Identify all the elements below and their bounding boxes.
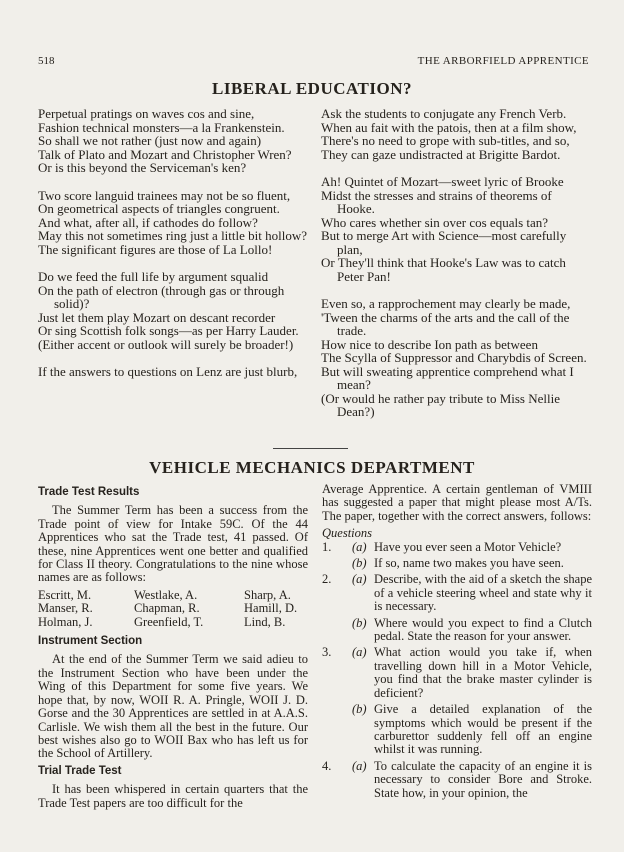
- poem-line: On geometrical aspects of triangles congruent.: [38, 201, 280, 216]
- questions-heading: Questions: [322, 526, 372, 541]
- question-text: Where would you expect to find a Clutch pedal. State the reason for your answer.: [374, 615, 592, 644]
- poem-left-column: [38, 107, 314, 393]
- poem-line: Midst the stresses and strains of theorems of Hooke.: [321, 187, 552, 216]
- poem-line: Fashion technical monsters—a la Frankenstein.: [38, 119, 285, 135]
- question-number: 4.: [322, 758, 332, 773]
- question-part: (b): [352, 702, 367, 717]
- poem-line: So shall we not rather (just now and again): [38, 133, 262, 148]
- question-item: [322, 703, 592, 757]
- poem-line: On the path of electron (through gas or through solid)?: [38, 282, 285, 311]
- continuation-text: Average Apprentice. A certain gentleman of VMIII has suggested a paper that might please most A/Ts. The paper, together with the correct answers, follows:: [322, 482, 592, 523]
- names-list: [38, 589, 308, 629]
- poem-stanza: [321, 175, 591, 283]
- question-number: 3.: [322, 645, 332, 660]
- poem-line: The significant figures are those of La Lollo!: [38, 241, 273, 257]
- question-part: (b): [352, 556, 367, 571]
- article-right-column: [322, 483, 592, 803]
- question-text: Give a detailed explanation of the symptoms which would be present if the carburettor suddenly fell off an engine whilst it was running.: [374, 702, 592, 757]
- poem-line: Even so, a rapprochement may clearly be made,: [321, 296, 571, 311]
- poem-line: Who cares whether sin over cos equals tan?: [321, 214, 549, 230]
- apprentice-name: Escritt, M.: [38, 587, 92, 602]
- poem-line: (Or would he rather pay tribute to Miss Nellie Dean?): [321, 390, 560, 419]
- poem-title: LIBERAL EDUCATION?: [212, 79, 412, 98]
- question-item: [322, 617, 592, 644]
- poem-line: But will sweating apprentice comprehend what I mean?: [321, 363, 574, 392]
- poem-line: Two score languid trainees may not be so fluent,: [38, 187, 291, 203]
- question-part: (a): [352, 539, 367, 554]
- question-part: (b): [352, 615, 367, 630]
- poem-stanza: [38, 365, 314, 379]
- running-title: THE ARBORFIELD APPRENTICE: [417, 55, 589, 67]
- page-number: 518: [38, 55, 55, 67]
- poem-line: (Either accent or outlook will surely be broader!): [38, 336, 294, 352]
- apprentice-name: Chapman, R.: [134, 601, 200, 616]
- article-left-column: [38, 486, 308, 814]
- question-item: [322, 557, 592, 570]
- question-text: Have you ever seen a Motor Vehicle?: [374, 539, 562, 554]
- apprentice-name: Greenfield, T.: [134, 614, 204, 629]
- instrument-text: At the end of the Summer Term we said adieu to the Instrument Section who have been under the Wing of this Department for some five years. We hope that, by now, WOII R. A. Pringle, WOII J. D. Gorse and the 30 Apprentices are settled in at A.A.S. Carlisle. We wish them all the best in the future. Our best wishes also go to WOII Bax who has left us for the School of Artillery.: [38, 652, 308, 761]
- names-row: [38, 589, 308, 602]
- names-row: [38, 602, 308, 615]
- poem-line: Or is this beyond the Serviceman's ken?: [38, 160, 247, 175]
- poem-line: They can gaze undistracted at Brigitte Bardot.: [321, 146, 561, 162]
- instrument-heading: Instrument Section: [38, 635, 143, 648]
- poem-line: Or They'll think that Hooke's Law was to catch Peter Pan!: [321, 255, 566, 284]
- poem-line: But to merge Art with Science—most carefully plan,: [321, 228, 567, 257]
- poem-stanza: [321, 107, 591, 161]
- questions-list: [322, 541, 592, 800]
- trial-text: It has been whispered in certain quarters that the Trade Test papers are too difficult for the: [38, 782, 308, 810]
- question-item: [322, 541, 592, 554]
- poem-line: When au fait with the patois, then at a film show,: [321, 119, 577, 135]
- section-divider: [273, 448, 348, 449]
- poem-line: Ask the students to conjugate any French Verb.: [321, 106, 567, 121]
- poem-line: And what, after all, if cathodes do follow?: [38, 214, 258, 230]
- question-part: (a): [352, 645, 367, 660]
- apprentice-name: Sharp, A.: [244, 587, 291, 602]
- apprentice-name: Manser, R.: [38, 601, 93, 616]
- poem-stanza: [38, 270, 314, 351]
- question-number: 1.: [322, 539, 332, 554]
- question-number: 2.: [322, 572, 332, 587]
- names-row: [38, 616, 308, 629]
- question-item: [322, 646, 592, 700]
- poem-line: Talk of Plato and Mozart and Christopher Wren?: [38, 146, 292, 162]
- question-part: (a): [352, 572, 367, 587]
- poem-line: Perpetual pratings on waves cos and sine,: [38, 106, 255, 121]
- department-title: VEHICLE MECHANICS DEPARTMENT: [149, 458, 475, 477]
- question-text: Describe, with the aid of a sketch the shape of a vehicle steering wheel and state why it is necessary.: [374, 572, 592, 614]
- question-text: If so, name two makes you have seen.: [374, 556, 564, 571]
- poem-line: There's no need to grope with sub-titles, and so,: [321, 133, 570, 148]
- poem-line: Ah! Quintet of Mozart—sweet lyric of Brooke: [321, 174, 564, 189]
- apprentice-name: Hamill, D.: [244, 601, 298, 616]
- poem-line: 'Tween the charms of the arts and the call of the trade.: [321, 309, 570, 338]
- poem-line: If the answers to questions on Lenz are just blurb,: [38, 364, 298, 379]
- trial-heading: Trial Trade Test: [38, 764, 122, 777]
- poem-line: How nice to describe Ion path as between: [321, 336, 538, 352]
- poem-line: Do we feed the full life by argument squalid: [38, 269, 269, 284]
- poem-stanza: [38, 107, 314, 175]
- question-item: [322, 573, 592, 613]
- poem-stanza: [38, 189, 314, 257]
- apprentice-name: Holman, J.: [38, 614, 93, 629]
- trade-test-text: The Summer Term has been a success from the Trade point of view for Intake 59C. Of the 44 Apprentices who sat the Trade test, 41 passed. Of these, nine Apprentices went one better and qualified for Class II theory. Congratulations to the nine whose names are as follows:: [38, 503, 308, 585]
- question-text: What action would you take if, when travelling down hill in a Motor Vehicle, you find that the brake master cylinder is deficient?: [374, 645, 592, 700]
- poem-line: Or sing Scottish folk songs—as per Harry Lauder.: [38, 323, 299, 338]
- question-part: (a): [352, 758, 367, 773]
- question-item: [322, 760, 592, 800]
- apprentice-name: Lind, B.: [244, 614, 286, 629]
- trade-test-heading: Trade Test Results: [38, 486, 140, 498]
- poem-right-column: [321, 107, 591, 433]
- poem-line: The Scylla of Suppressor and Charybdis of Screen.: [321, 350, 587, 365]
- poem-stanza: [321, 297, 591, 419]
- poem-line: May this not sometimes ring just a little bit hollow?: [38, 228, 308, 243]
- apprentice-name: Westlake, A.: [134, 587, 198, 602]
- question-text: To calculate the capacity of an engine it is necessary to consider Bore and Stroke. State how, in your opinion, the: [374, 758, 592, 800]
- poem-line: Just let them play Mozart on descant recorder: [38, 309, 276, 325]
